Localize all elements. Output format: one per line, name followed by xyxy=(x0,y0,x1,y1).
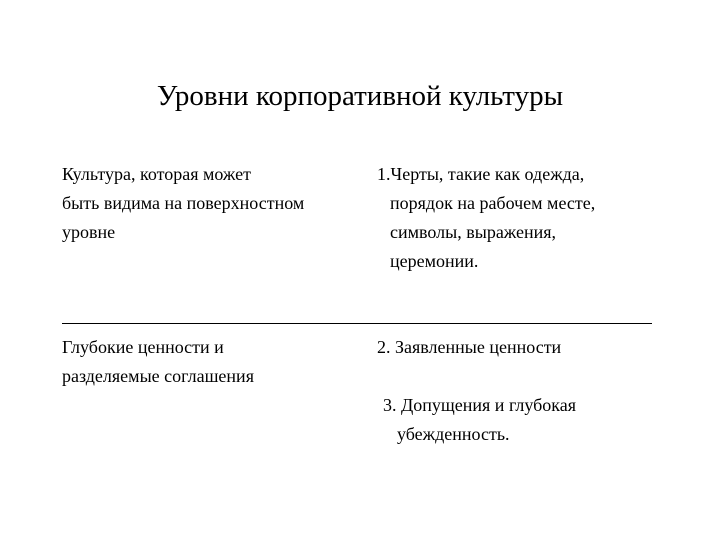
deep-level-label-line-1: Глубокие ценности и xyxy=(62,337,224,357)
item-1-line-1: 1.Черты, такие как одежда, xyxy=(377,164,585,184)
deep-level-item-3 xyxy=(383,391,576,449)
deep-level-item-2 xyxy=(377,333,561,362)
visible-level-item-1 xyxy=(377,160,595,276)
visible-level-label-line-3: уровне xyxy=(62,222,116,242)
section-divider xyxy=(62,323,652,324)
slide-title: Уровни корпоративной культуры xyxy=(156,80,564,112)
item-3-line-1: 3. Допущения и глубокая xyxy=(383,395,577,415)
visible-level-label xyxy=(62,160,304,247)
deep-level-label-line-2: разделяемые соглашения xyxy=(62,366,254,386)
item-2-text: 2. Заявленные ценности xyxy=(377,337,562,357)
deep-level-label xyxy=(62,333,254,391)
item-1-line-4: церемонии. xyxy=(390,251,479,271)
item-3-line-2: убежденность. xyxy=(397,424,510,444)
visible-level-label-line-1: Культура, которая может xyxy=(62,164,251,184)
item-1-line-2: порядок на рабочем месте, xyxy=(390,193,596,213)
visible-level-label-line-2: быть видима на поверхностном xyxy=(62,193,305,213)
item-1-line-3: символы, выражения, xyxy=(390,222,557,242)
